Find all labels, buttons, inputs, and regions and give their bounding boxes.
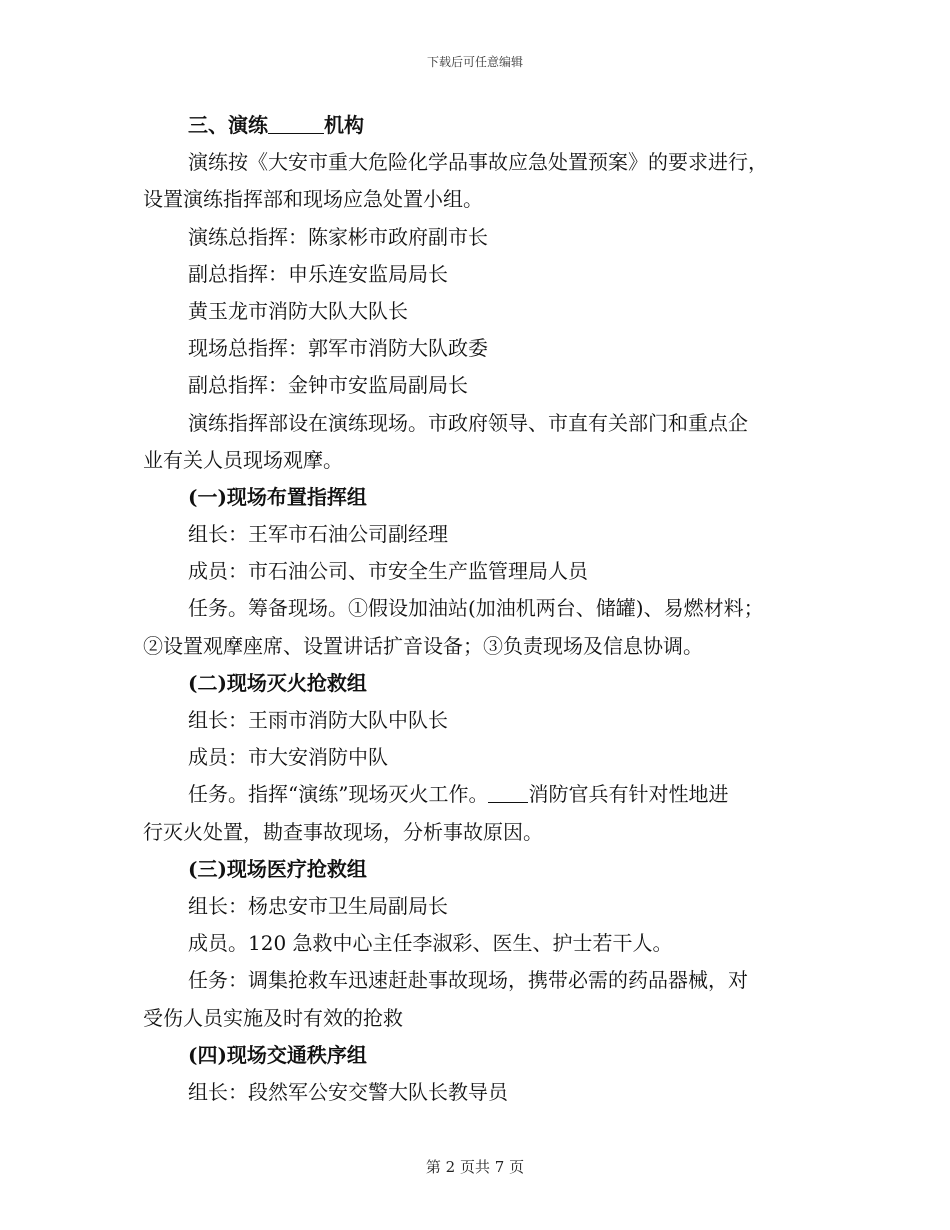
subsection-heading: (一)现场布置指挥组: [188, 484, 367, 509]
paragraph-line: 行灭火处置，勘查事故现场，分析事故原因。: [143, 819, 543, 844]
paragraph-line: 副总指挥：申乐连安监局局长: [188, 261, 448, 286]
paragraph-line: 成员：市石油公司、市安全生产监管理局人员: [188, 559, 588, 584]
paragraph-line: 受伤人员实施及时有效的抢救: [143, 1005, 403, 1030]
paragraph-line: 组长：王军市石油公司副经理: [188, 522, 448, 547]
subsection-heading: (三)现场医疗抢救组: [188, 856, 367, 881]
paragraph-line: 演练总指挥：陈家彬市政府副市长: [188, 224, 488, 249]
task-text-b: 消防官兵有针对性地进: [528, 782, 729, 807]
paragraph-line: 副总指挥：金钟市安监局副局长: [188, 373, 468, 398]
subsection-heading: (四)现场交通秩序组: [188, 1042, 367, 1067]
paragraph-line: 组长：王雨市消防大队中队长: [188, 708, 448, 732]
subsection-heading: (二)现场灭火抢救组: [188, 670, 367, 695]
section-heading-part-b: 机构: [324, 113, 364, 137]
paragraph-line: 业有关人员现场观摩。: [143, 447, 343, 472]
paragraph-line: 现场总指挥：郭军市消防大队政委: [188, 336, 488, 361]
paragraph-line: 演练指挥部设在演练现场。市政府领导、市直有关部门和重点企: [188, 410, 748, 435]
paragraph-line: 演练按《大安市重大危险化学品事故应急处置预案》的要求进行，: [188, 150, 768, 175]
page-footer: 第 2 页共 7 页: [425, 1158, 525, 1176]
fill-blank: [268, 113, 324, 134]
paragraph-line: 成员。120 急救中心主任李淑彩、医生、护士若干人。: [188, 931, 673, 956]
paragraph-line: ②设置观摩座席、设置讲话扩音设备；③负责现场及信息协调。: [143, 633, 703, 658]
paragraph-line: 成员：市大安消防中队: [188, 745, 388, 770]
section-heading-part-a: 三、演练: [188, 113, 268, 137]
fill-blank: [488, 782, 528, 803]
task-text-a: 任务。指挥“演练”现场灭火工作。: [188, 782, 489, 807]
paragraph-line: 设置演练指挥部和现场应急处置小组。: [143, 187, 483, 212]
page-header: 下载后可任意编辑: [426, 55, 523, 69]
paragraph-line: 黄玉龙市消防大队大队长: [188, 298, 408, 323]
paragraph-line: 组长：杨忠安市卫生局副局长: [188, 893, 448, 918]
paragraph-line: 任务：调集抢救车迅速赶赴事故现场，携带必需的药品器械，对: [188, 968, 748, 993]
paragraph-line: [143, 776, 808, 813]
section-heading: [143, 107, 808, 144]
paragraph-line: 组长：段然军公安交警大队长教导员: [188, 1079, 508, 1104]
paragraph-line: 任务。筹备现场。①假设加油站(加油机两台、储罐)、易燃材料；: [188, 596, 764, 621]
document-body: [143, 107, 808, 1111]
